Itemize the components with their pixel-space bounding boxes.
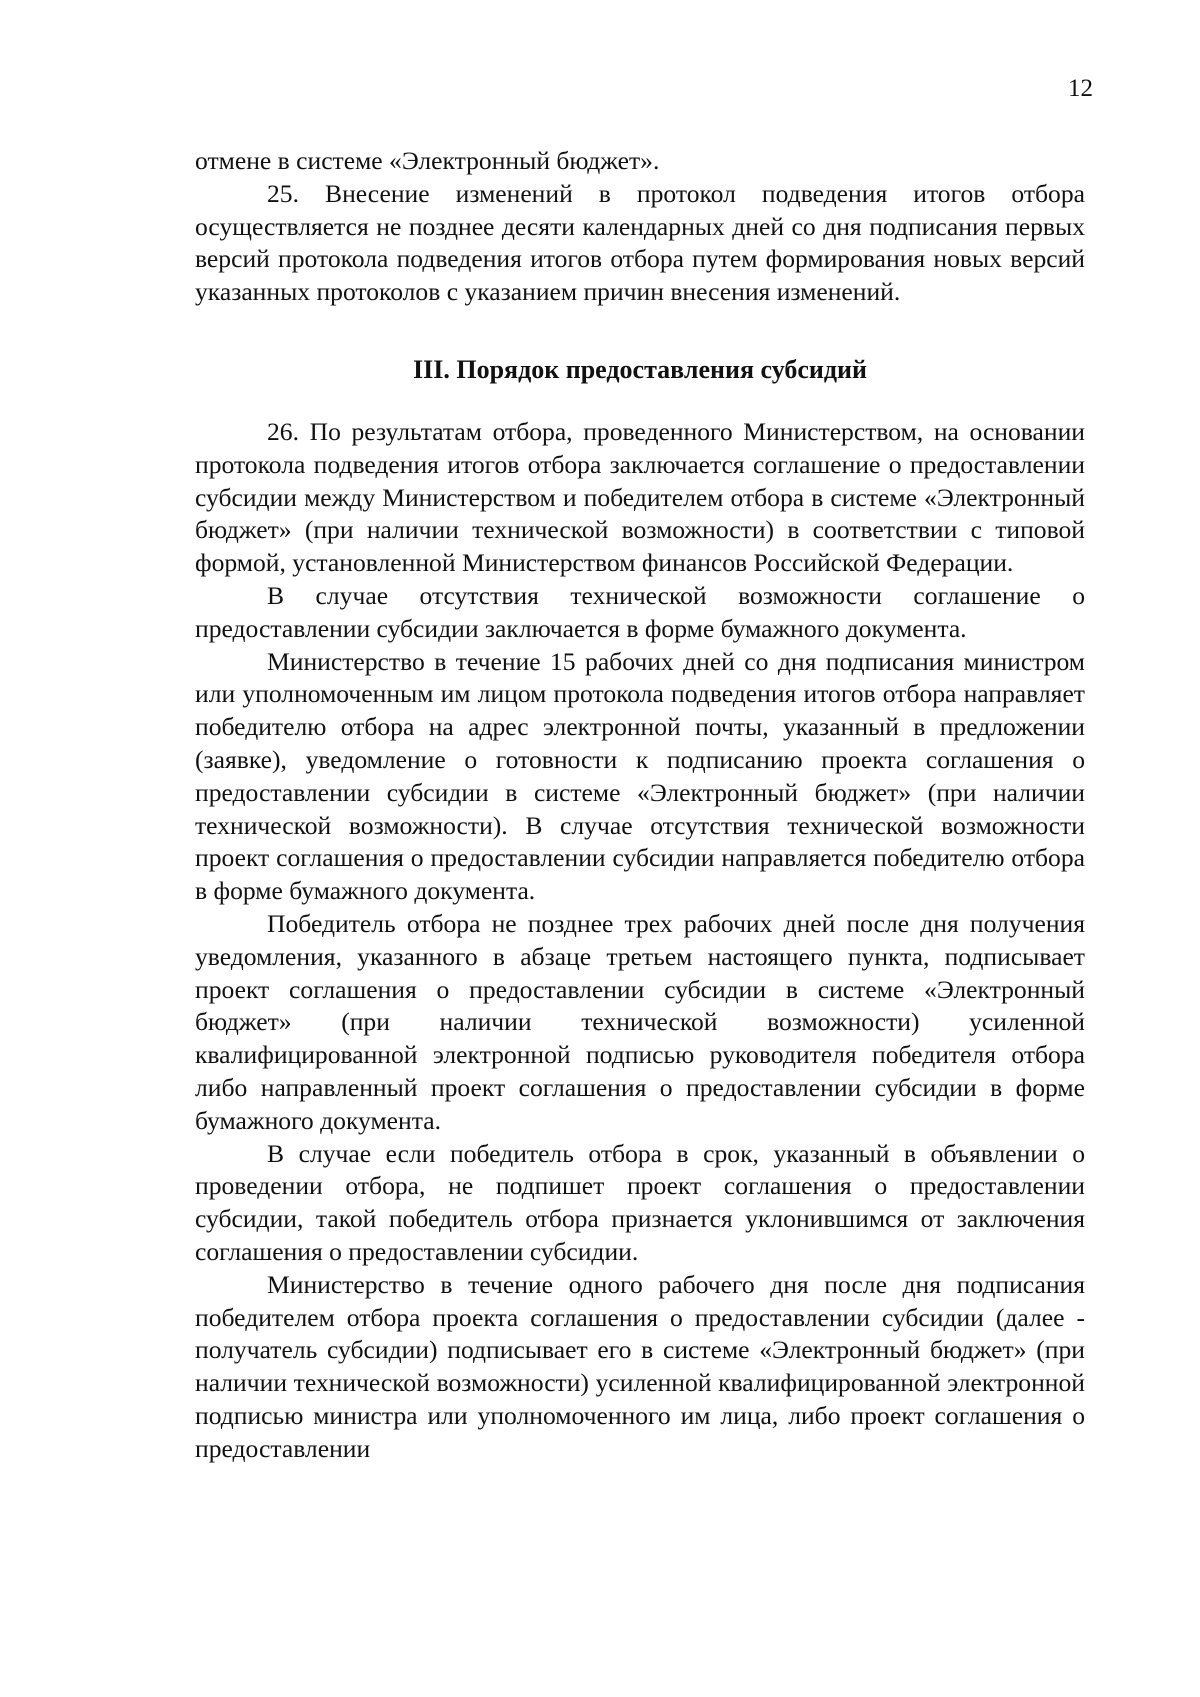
document-body xyxy=(195,145,1085,1465)
paragraph-item-25: 25. Внесение изменений в протокол подведения итогов отбора осуществляется не позднее десяти календарных дней со дня подписания первых версий протокола подведения итогов отбора путем формирования новых версий указанных протоколов с указанием причин внесения изменений. xyxy=(195,178,1085,307)
paragraph: В случае отсутствия технической возможности соглашение о предоставлении субсидии заключается в форме бумажного документа. xyxy=(195,580,1085,643)
page-number: 12 xyxy=(1068,75,1093,102)
section-heading: III. Порядок предоставления субсидий xyxy=(413,354,867,384)
paragraph: Министерство в течение одного рабочего дня после дня подписания победителем отбора проекта соглашения о предоставлении субсидии (далее - получатель субсидии) подписывает его в системе «Электронный бюджет» (при наличии технической возможности) усиленной квалифицированной электронной подписью министра или уполномоченного им лица, либо проект соглашения о предоставлении xyxy=(195,1269,1085,1463)
paragraph: В случае если победитель отбора в срок, указанный в объявлении о проведении отбора, не подпишет проект соглашения о предоставлении субсидии, такой победитель отбора признается уклонившимся от заключения соглашения о предоставлении субсидии. xyxy=(195,1138,1085,1266)
paragraph-continuation: отмене в системе «Электронный бюджет». xyxy=(195,146,660,175)
paragraph: Победитель отбора не позднее трех рабочих дней после дня получения уведомления, указанного в абзаце третьем настоящего пункта, подписывает проект соглашения о предоставлении субсидии в системе «Электронный бюджет» (при наличии технической возможности) усиленной квалифицированной электронной подписью руководителя победителя отбора либо направленный проект соглашения о предоставлении субсидии в форме бумажного документа. xyxy=(195,908,1085,1135)
paragraph-item-26: 26. По результатам отбора, проведенного Министерством, на основании протокола подведения итогов отбора заключается соглашение о предоставлении субсидии между Министерством и победителем отбора в системе «Электронный бюджет» (при наличии технической возможности) в соответствии с типовой формой, установленной Министерством финансов Российской Федерации. xyxy=(195,416,1085,578)
paragraph: Министерство в течение 15 рабочих дней со дня подписания министром или уполномоченным им лицом протокола подведения итогов отбора направляет победителю отбора на адрес электронной почты, указанный в предложении (заявке), уведомление о готовности к подписанию проекта соглашения о предоставлении субсидии в системе «Электронный бюджет» (при наличии технической возможности). В случае отсутствия технической возможности проект соглашения о предоставлении субсидии направляется победителю отбора в форме бумажного документа. xyxy=(195,646,1085,906)
